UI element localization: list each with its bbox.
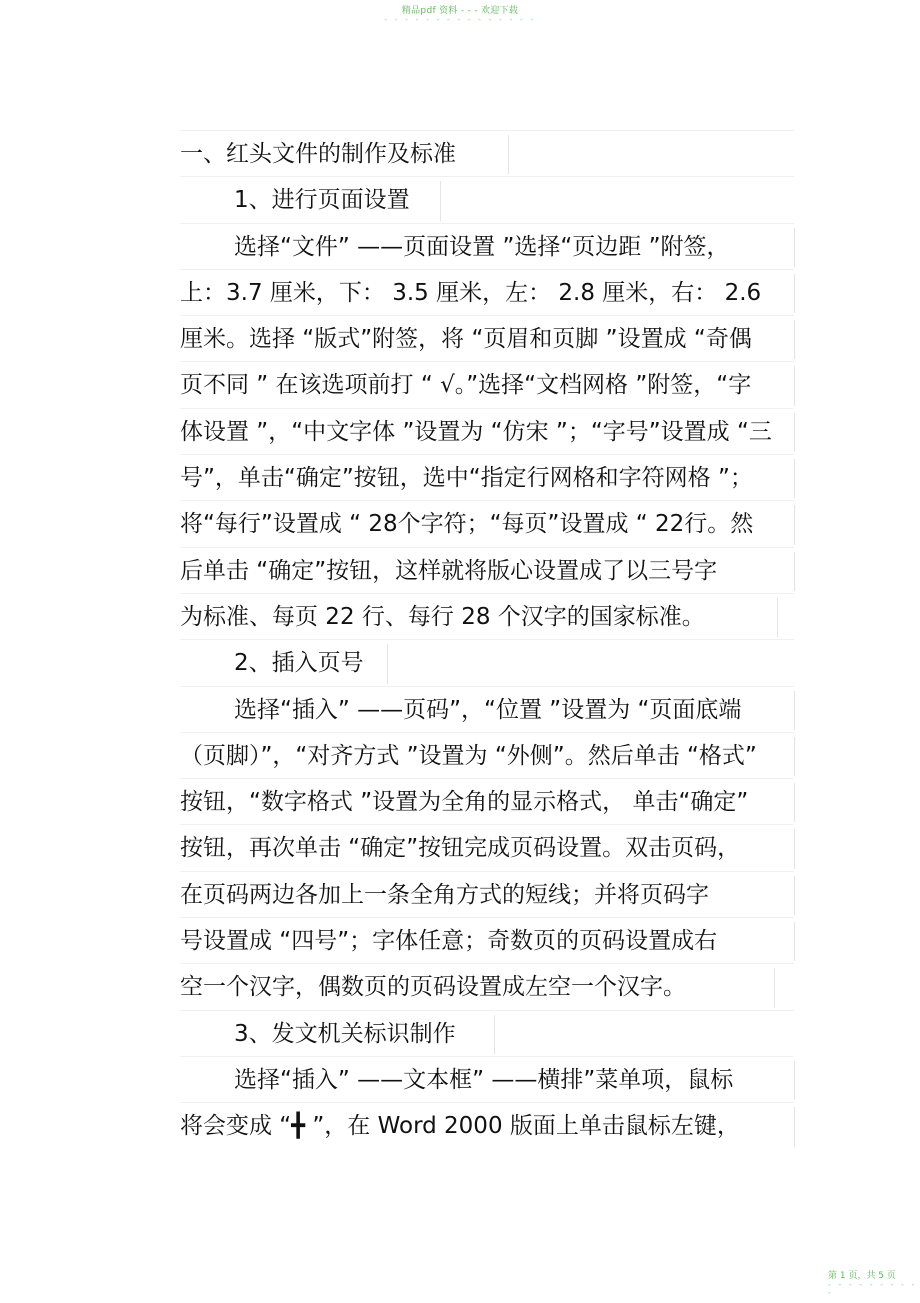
line-text: 1、进行页面设置 xyxy=(234,187,410,214)
line-text: （页脚）”，“对齐方式 ”设置为 “外侧”。然后单击 “格式” xyxy=(180,742,757,769)
line-edge-divider xyxy=(794,366,795,405)
line-edge-divider xyxy=(794,552,795,591)
line-text: 体设置 ”，“中文字体 ”设置为 “仿宋 ”；“字号”设置成 “三 xyxy=(180,418,772,445)
subsection-heading xyxy=(180,176,794,222)
line-text: 号”，单击“确定”按钮，选中“指定行网格和字符网格 ”； xyxy=(180,465,753,492)
line-text: 一、红头文件的制作及标准 xyxy=(180,141,456,167)
watermark-header-dots: - - - - - - - - - - - - - - - xyxy=(384,15,536,24)
line-text: 厘米。选择 “版式”附签，将 “页眉和页脚 ”设置成 “奇偶 xyxy=(180,326,752,353)
line-text: 3、发文机关标识制作 xyxy=(234,1020,456,1047)
line-edge-divider xyxy=(508,135,509,174)
line-edge-divider xyxy=(777,598,778,637)
paragraph-line xyxy=(180,686,794,732)
watermark-header-text: 精品pdf 资料 - - - 欢迎下载 xyxy=(401,6,519,16)
line-edge-divider xyxy=(794,922,795,961)
subsection-heading xyxy=(180,639,794,685)
line-edge-divider xyxy=(794,228,795,267)
line-text: 选择“插入” ——文本框” ——横排”菜单项，鼠标 xyxy=(234,1066,734,1093)
paragraph-line xyxy=(180,778,794,824)
line-text: 号设置成 “四号”；字体任意；奇数页的页码设置成右 xyxy=(180,928,718,955)
line-text: 在页码两边各加上一条全角方式的短线；并将页码字 xyxy=(180,881,709,908)
line-edge-divider xyxy=(794,691,795,730)
section-heading xyxy=(180,130,794,176)
page-indicator: 第 1 页，共 5 页 xyxy=(828,1271,896,1281)
line-text: 选择“文件” ——页面设置 ”选择“页边距 ”附签， xyxy=(234,233,730,260)
line-edge-divider xyxy=(794,320,795,359)
line-text: 页不同 ” 在该选项前打 “ √。”选择“文档网格 ”附签，“字 xyxy=(180,372,752,399)
line-edge-divider xyxy=(794,829,795,868)
line-edge-divider xyxy=(387,644,388,683)
watermark-footer xyxy=(828,1268,920,1297)
line-text: 将“每行”设置成 “ 28个字符；“每页”设置成 “ 22行。然 xyxy=(180,511,754,538)
watermark-footer-dots: - - - - - - - - - - xyxy=(828,1280,917,1297)
line-edge-divider xyxy=(794,505,795,544)
paragraph-line xyxy=(180,315,794,361)
line-edge-divider xyxy=(794,737,795,776)
line-text: 2、插入页号 xyxy=(234,650,364,677)
paragraph-line xyxy=(180,547,794,593)
paragraph-line xyxy=(180,454,794,500)
line-text: 上：3.7 厘米，下： 3.5 厘米，左： 2.8 厘米，右： 2.6 xyxy=(180,279,762,306)
paragraph-line xyxy=(180,1056,794,1102)
line-text: 将会变成 “╋ ”，在 Word 2000 版面上单击鼠标左键， xyxy=(180,1113,740,1140)
paragraph-line xyxy=(180,269,794,315)
line-text: 空一个汉字，偶数页的页码设置成左空一个汉字。 xyxy=(180,974,686,1001)
line-text: 按钮，再次单击 “确定”按钮完成页码设置。双击页码， xyxy=(180,835,741,862)
paragraph-line xyxy=(180,593,794,639)
paragraph-line xyxy=(180,500,794,546)
paragraph-line xyxy=(180,408,794,454)
line-edge-divider xyxy=(794,274,795,313)
line-edge-divider xyxy=(794,876,795,915)
line-edge-divider xyxy=(794,413,795,452)
line-text: 选择“插入” ——页码”，“位置 ”设置为 “页面底端 xyxy=(234,696,742,723)
line-edge-divider xyxy=(794,459,795,498)
line-text: 后单击 “确定”按钮，这样就将版心设置成了以三号字 xyxy=(180,557,718,584)
subsection-heading xyxy=(180,1010,794,1056)
paragraph-line xyxy=(180,963,794,1009)
line-edge-divider xyxy=(440,181,441,220)
paragraph-line xyxy=(180,1102,794,1148)
paragraph-line xyxy=(180,871,794,917)
paragraph-line xyxy=(180,917,794,963)
line-edge-divider xyxy=(794,1061,795,1100)
document-body xyxy=(180,130,794,1149)
paragraph-line xyxy=(180,824,794,870)
paragraph-line xyxy=(180,223,794,269)
paragraph-line xyxy=(180,732,794,778)
line-text: 为标准、每页 22 行、每行 28 个汉字的国家标准。 xyxy=(180,603,705,630)
line-edge-divider xyxy=(494,1015,495,1054)
line-edge-divider xyxy=(774,968,775,1007)
line-edge-divider xyxy=(794,1107,795,1146)
watermark-header xyxy=(0,3,920,24)
line-edge-divider xyxy=(794,783,795,822)
paragraph-line xyxy=(180,361,794,407)
line-text: 按钮，“数字格式 ”设置为全角的显示格式， 单击“确定” xyxy=(180,789,749,816)
